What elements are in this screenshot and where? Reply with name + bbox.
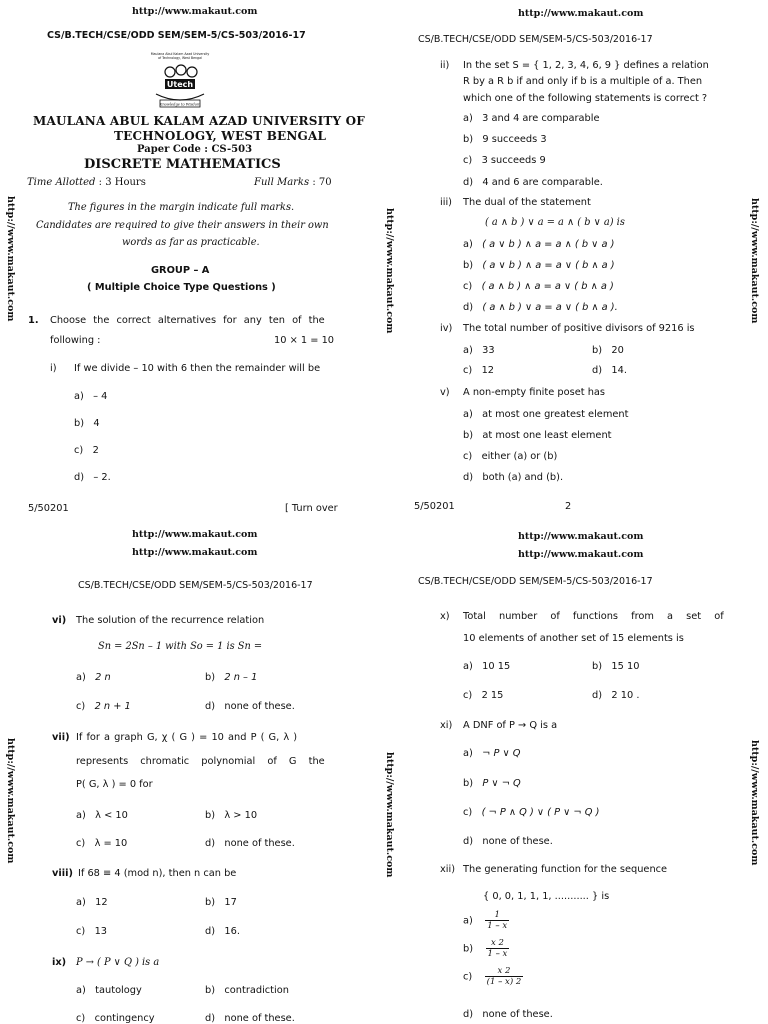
- qiii-option-b: b) ( a ∨ b ) ∧ a = a ∨ ( b ∧ a ): [463, 260, 615, 271]
- page2-footer-code: 5/50201: [414, 501, 455, 512]
- qxii-text-1: The generating function for the sequence: [463, 864, 668, 875]
- qviii-option-c: c) 13: [76, 926, 108, 937]
- qi-option-d: d) – 2.: [74, 472, 111, 483]
- qii-option-c: c) 3 succeeds 9: [463, 155, 546, 166]
- qviii-option-b: b) 17: [205, 897, 237, 908]
- qiii-option-d: d) ( a ∧ b ) ∨ a = a ∨ ( b ∧ a ).: [463, 302, 618, 313]
- qix-option-a: a) tautology: [76, 985, 142, 996]
- qxi-option-c: c) ( ¬ P ∧ Q ) ∨ ( P ∨ ¬ Q ): [463, 807, 600, 818]
- qv-option-b: b) at most one least element: [463, 430, 612, 441]
- group-a-subheading: ( Multiple Choice Type Questions ): [87, 282, 276, 293]
- svg-text:Knowledge to Wisdom: Knowledge to Wisdom: [159, 102, 201, 107]
- paper-code: Paper Code : CS-503: [137, 144, 253, 155]
- time-label: Time Allotted: [27, 177, 96, 188]
- qi-text: If we divide – 10 with 6 then the remainder will be: [74, 363, 321, 374]
- page3-header: CS/B.TECH/CSE/ODD SEM/SEM-5/CS-503/2016-17: [78, 580, 313, 591]
- qxii-option-c: c) $\frac{x 2}{(1 - x) 2}$: [463, 966, 522, 987]
- qvii-option-b: b) λ > 10: [205, 810, 258, 821]
- qix-option-d: d) none of these.: [205, 1013, 295, 1024]
- qxi-text: A DNF of P → Q is a: [463, 720, 558, 731]
- qx-option-d: d) 2 10 .: [592, 690, 640, 701]
- qiii-text-1: The dual of the statement: [463, 197, 591, 208]
- instruction-2: Candidates are required to give their answers in their own: [36, 220, 329, 231]
- qxii-option-d: d) none of these.: [463, 1009, 553, 1020]
- qxii-c-fraction: $\frac{x 2}{(1 - x) 2}$: [486, 966, 522, 987]
- qxii-text-2: { 0, 0, 1, 1, 1, ........... } is: [483, 891, 610, 902]
- instruction-3: words as far as practicable.: [122, 237, 260, 248]
- vertical-url-right-bottom: http://www.makaut.com: [749, 740, 760, 866]
- vertical-url-right-top: http://www.makaut.com: [749, 198, 760, 324]
- marks-value: : 70: [312, 177, 332, 188]
- qii-option-a: a) 3 and 4 are comparable: [463, 113, 600, 124]
- qix-option-b: b) contradiction: [205, 985, 289, 996]
- qvi-option-a: a) 2 n: [76, 672, 111, 683]
- page1-footer-code: 5/50201: [28, 503, 69, 514]
- instruction-1: The figures in the margin indicate full marks.: [68, 202, 295, 213]
- qv-text: A non-empty finite poset has: [463, 387, 606, 398]
- qvii-text-3: P( G, λ ) = 0 for: [76, 779, 153, 790]
- qvi-option-c: c) 2 n + 1: [76, 701, 131, 712]
- qviii-option-d: d) 16.: [205, 926, 240, 937]
- qx-option-c: c) 2 15: [463, 690, 504, 701]
- qi-option-a: a) – 4: [74, 391, 108, 402]
- qi-number: i): [50, 363, 57, 374]
- qx-option-a: a) 10 15: [463, 661, 511, 672]
- qiv-option-b: b) 20: [592, 345, 624, 356]
- qxi-option-a: a) ¬ P ∨ Q: [463, 748, 521, 759]
- qx-text-1: Total number of functions from a set of: [463, 611, 724, 622]
- university-name-line1: MAULANA ABUL KALAM AZAD UNIVERSITY OF: [33, 114, 366, 128]
- time-allotted: [27, 177, 146, 188]
- svg-text:of Technology, West Bengal: of Technology, West Bengal: [158, 56, 202, 60]
- qxii-a-fraction: $\frac{1}{1 - x}$: [487, 910, 508, 931]
- qiii-option-c: c) ( a ∧ b ) ∧ a = a ∨ ( b ∧ a ): [463, 281, 614, 292]
- qix-text: P → ( P ∨ Q ) is a: [76, 957, 160, 968]
- qiii-number: iii): [440, 197, 452, 208]
- qvii-text-1: If for a graph G, χ ( G ) = 10 and P ( G, λ ): [76, 732, 298, 743]
- qx-number: x): [440, 611, 450, 622]
- page2-url: http://www.makaut.com: [518, 8, 644, 19]
- qx-text-2: 10 elements of another set of 15 elements is: [463, 633, 684, 644]
- vertical-url-mid-top: http://www.makaut.com: [384, 208, 395, 334]
- marks-label: Full Marks: [254, 177, 310, 188]
- page3-url-1: http://www.makaut.com: [132, 529, 258, 540]
- qiv-number: iv): [440, 323, 453, 334]
- qvii-number: vii): [52, 732, 70, 743]
- qv-option-a: a) at most one greatest element: [463, 409, 629, 420]
- qvii-text-2: represents chromatic polynomial of G the: [76, 756, 325, 767]
- qiv-option-d: d) 14.: [592, 365, 627, 376]
- qii-option-d: d) 4 and 6 are comparable.: [463, 177, 603, 188]
- qvii-option-c: c) λ = 10: [76, 838, 128, 849]
- group-a-heading: GROUP – A: [151, 265, 210, 276]
- page1-header: CS/B.TECH/CSE/ODD SEM/SEM-5/CS-503/2016-17: [47, 30, 306, 41]
- qxii-option-a: a) $\frac{1}{1 - x}$: [463, 910, 508, 931]
- qxi-number: xi): [440, 720, 453, 731]
- qvi-option-d: d) none of these.: [205, 701, 295, 712]
- qiv-text: The total number of positive divisors of 9216 is: [463, 323, 695, 334]
- page4-url-1: http://www.makaut.com: [518, 531, 644, 542]
- qvii-option-a: a) λ < 10: [76, 810, 128, 821]
- qxii-option-b: b) $\frac{x 2}{1 - x}$: [463, 938, 508, 959]
- qxii-number: xii): [440, 864, 456, 875]
- qv-option-d: d) both (a) and (b).: [463, 472, 564, 483]
- qi-option-b: b) 4: [74, 418, 100, 429]
- qii-text-1: In the set S = { 1, 2, 3, 4, 6, 9 } defines a relation: [463, 60, 709, 71]
- qviii-text: If 68 ≡ 4 (mod n), then n can be: [78, 868, 237, 879]
- qix-option-c: c) contingency: [76, 1013, 155, 1024]
- university-logo: [150, 50, 210, 112]
- qii-option-b: b) 9 succeeds 3: [463, 134, 547, 145]
- qii-text-3: which one of the following statements is correct ?: [463, 93, 708, 104]
- page4-url-2: http://www.makaut.com: [518, 549, 644, 560]
- qiv-option-a: a) 33: [463, 345, 495, 356]
- qvii-option-d: d) none of these.: [205, 838, 295, 849]
- qi-option-c: c) 2: [74, 445, 99, 456]
- subject-title: DISCRETE MATHEMATICS: [84, 157, 281, 172]
- vertical-url-left-top: http://www.makaut.com: [5, 196, 16, 322]
- svg-text:Utech: Utech: [166, 80, 194, 89]
- q1-text-2: following :: [50, 335, 101, 346]
- svg-text:Maulana Abul Kalam Azad Univer: Maulana Abul Kalam Azad University: [150, 52, 210, 56]
- qii-text-2: R by a R b if and only if b is a multiple of a. Then: [463, 76, 703, 87]
- time-value: : 3 Hours: [98, 177, 146, 188]
- qii-number: ii): [440, 60, 450, 71]
- qvi-text: The solution of the recurrence relation: [76, 615, 265, 626]
- university-name-line2: TECHNOLOGY, WEST BENGAL: [114, 129, 327, 143]
- qiii-option-a: a) ( a ∨ b ) ∧ a = a ∧ ( b ∨ a ): [463, 239, 615, 250]
- page2-header: CS/B.TECH/CSE/ODD SEM/SEM-5/CS-503/2016-17: [418, 34, 653, 45]
- qviii-option-a: a) 12: [76, 897, 108, 908]
- qv-number: v): [440, 387, 450, 398]
- qvi-equation: Sn = 2Sn – 1 with So = 1 is Sn =: [98, 641, 263, 652]
- page3-url-2: http://www.makaut.com: [132, 547, 258, 558]
- q1-number: 1.: [28, 315, 39, 326]
- vertical-url-left-bottom: http://www.makaut.com: [5, 738, 16, 864]
- qix-number: ix): [52, 957, 67, 968]
- page2-page-number: 2: [565, 501, 572, 512]
- qxi-option-b: b) P ∨ ¬ Q: [463, 778, 521, 789]
- vertical-url-mid-bottom: http://www.makaut.com: [384, 752, 395, 878]
- full-marks: [254, 177, 332, 188]
- q1-text: Choose the correct alternatives for any ten of the: [50, 315, 325, 326]
- qvi-number: vi): [52, 615, 67, 626]
- qiv-option-c: c) 12: [463, 365, 495, 376]
- q1-marks: 10 × 1 = 10: [274, 335, 335, 346]
- qiii-statement: ( a ∧ b ) ∨ a = a ∧ ( b ∨ a) is: [485, 217, 625, 228]
- page1-turn-over: [ Turn over: [285, 503, 338, 514]
- page4-header: CS/B.TECH/CSE/ODD SEM/SEM-5/CS-503/2016-17: [418, 576, 653, 587]
- page1-url: http://www.makaut.com: [132, 6, 258, 17]
- qxii-b-fraction: $\frac{x 2}{1 - x}$: [487, 938, 508, 959]
- qxi-option-d: d) none of these.: [463, 836, 553, 847]
- qvi-option-b: b) 2 n – 1: [205, 672, 258, 683]
- qviii-number: viii): [52, 868, 73, 879]
- qx-option-b: b) 15 10: [592, 661, 640, 672]
- qv-option-c: c) either (a) or (b): [463, 451, 558, 462]
